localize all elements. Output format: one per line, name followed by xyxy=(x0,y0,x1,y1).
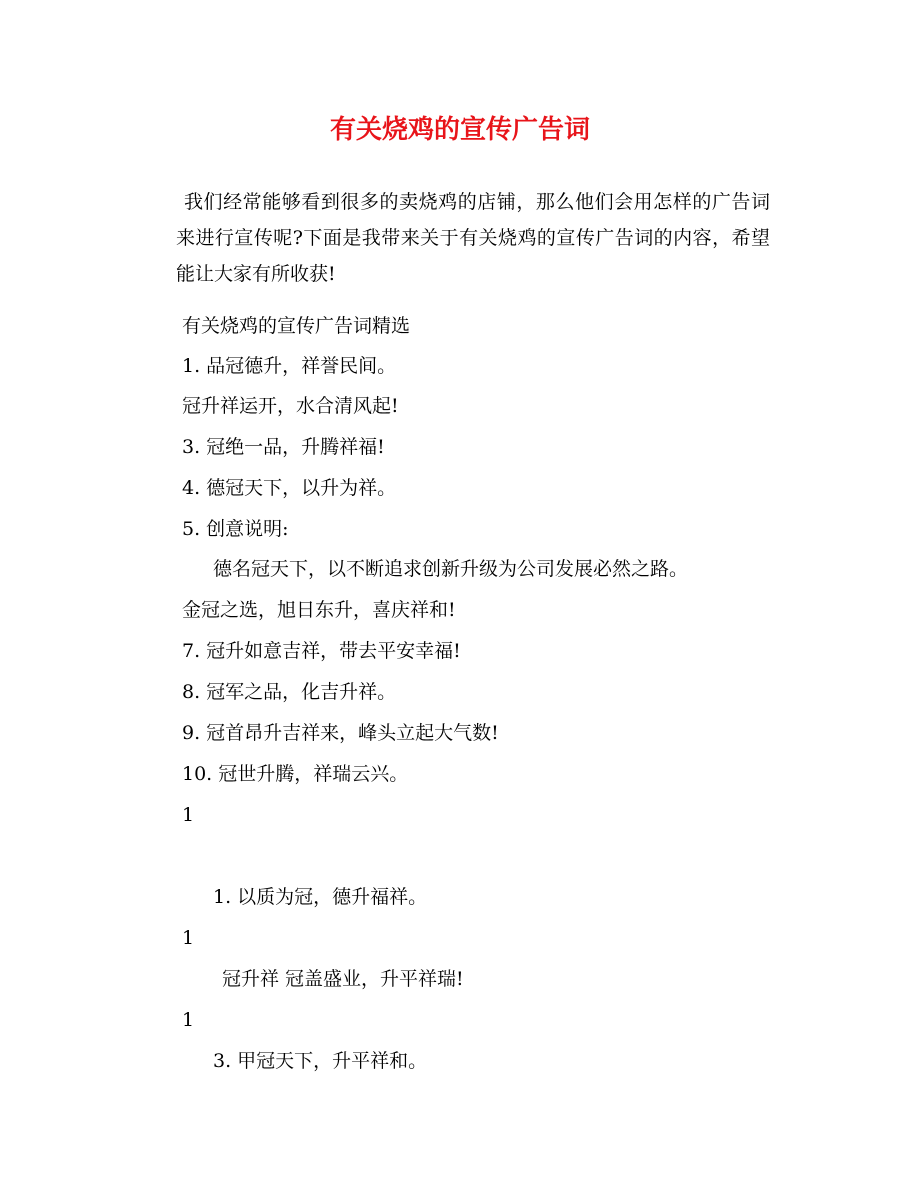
intro-paragraph: 我们经常能够看到很多的卖烧鸡的店铺，那么他们会用怎样的广告词来进行宣传呢?下面是我带来关于有关烧鸡的宣传广告词的内容，希望能让大家有所收获! xyxy=(176,191,770,285)
stray-digit: 1 xyxy=(182,804,195,826)
slogan-line: 3. 甲冠天下，升平祥和。 xyxy=(213,1050,428,1072)
slogan-line: 德名冠天下，以不断追求创新升级为公司发展必然之路。 xyxy=(213,558,689,580)
stray-digit: 1 xyxy=(182,1009,195,1031)
slogan-line: 4. 德冠天下，以升为祥。 xyxy=(182,477,397,499)
slogan-line: 1. 品冠德升，祥誉民间。 xyxy=(182,355,397,377)
slogan-line: 7. 冠升如意吉祥，带去平安幸福! xyxy=(182,640,461,662)
slogan-line: 5. 创意说明: xyxy=(182,518,289,540)
slogan-line: 9. 冠首昂升吉祥来，峰头立起大气数! xyxy=(182,722,499,744)
slogan-line: 3. 冠绝一品，升腾祥福! xyxy=(182,436,385,458)
slogan-line: 冠升祥运开，水合清风起! xyxy=(182,395,399,417)
slogan-line: 金冠之选，旭日东升，喜庆祥和! xyxy=(182,599,456,621)
slogan-line: 冠升祥 冠盖盛业，升平祥瑞! xyxy=(222,968,464,990)
slogan-line: 1. 以质为冠，德升福祥。 xyxy=(213,886,428,908)
stray-digit: 1 xyxy=(182,927,195,949)
slogan-line: 10. 冠世升腾，祥瑞云兴。 xyxy=(182,763,409,785)
slogan-line: 8. 冠军之品，化吉升祥。 xyxy=(182,681,397,703)
section-heading: 有关烧鸡的宣传广告词精选 xyxy=(182,315,411,337)
document-title: 有关烧鸡的宣传广告词 xyxy=(329,115,590,145)
